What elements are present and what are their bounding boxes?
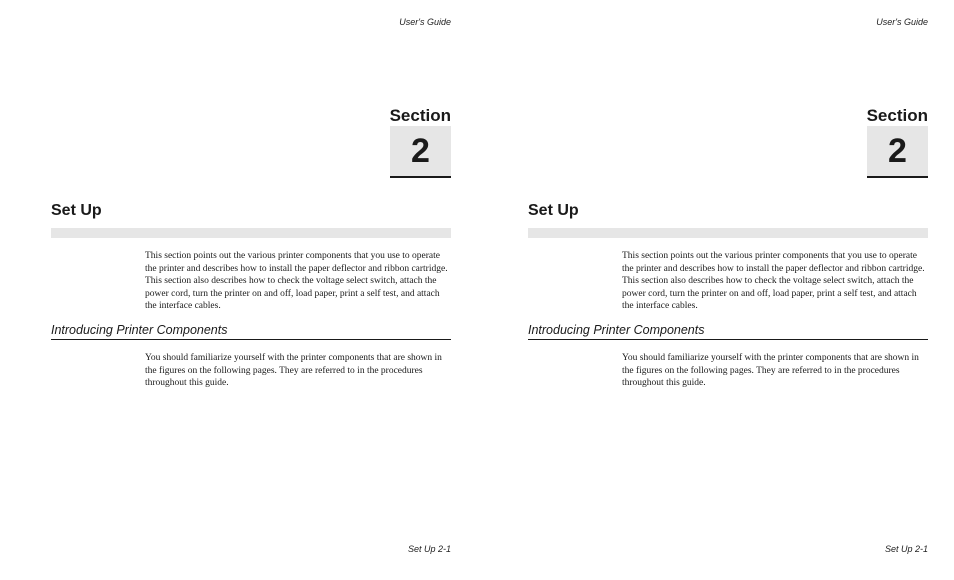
- chapter-title: Set Up: [528, 202, 579, 219]
- body-paragraph: You should familiarize yourself with the printer components that are shown in the figures on the following pages. They are referred to in the procedures throughout this guide.: [622, 353, 919, 389]
- subheading: Introducing Printer Components: [528, 323, 928, 340]
- title-rule-bar: [528, 228, 928, 238]
- page-right: [477, 0, 954, 580]
- chapter-title: Set Up: [51, 202, 102, 219]
- title-rule-bar: [51, 228, 451, 238]
- running-footer: Set Up 2-1: [407, 544, 451, 554]
- section-number: 2: [888, 131, 907, 170]
- body-paragraph: You should familiarize yourself with the printer components that are shown in the figures on the following pages. They are referred to in the procedures throughout this guide.: [145, 353, 442, 389]
- section-number-box: [390, 126, 451, 178]
- running-footer: Set Up 2-1: [884, 544, 928, 554]
- intro-paragraph: This section points out the various printer components that you use to operate the printer and describes how to install the paper deflector and ribbon cartridge. This section also describes how to check the voltage select switch, attach the power cord, turn the printer on and off, load paper, print a self test, and attach the interface cables.: [622, 251, 925, 312]
- subheading: Introducing Printer Components: [51, 323, 451, 340]
- section-label: Section: [389, 106, 451, 125]
- running-header: User's Guide: [399, 17, 451, 27]
- intro-paragraph: This section points out the various printer components that you use to operate the printer and describes how to install the paper deflector and ribbon cartridge. This section also describes how to check the voltage select switch, attach the power cord, turn the printer on and off, load paper, print a self test, and attach the interface cables.: [145, 251, 448, 312]
- section-label: Section: [866, 106, 928, 125]
- section-number: 2: [411, 131, 430, 170]
- section-number-box: [867, 126, 928, 178]
- running-header: User's Guide: [876, 17, 928, 27]
